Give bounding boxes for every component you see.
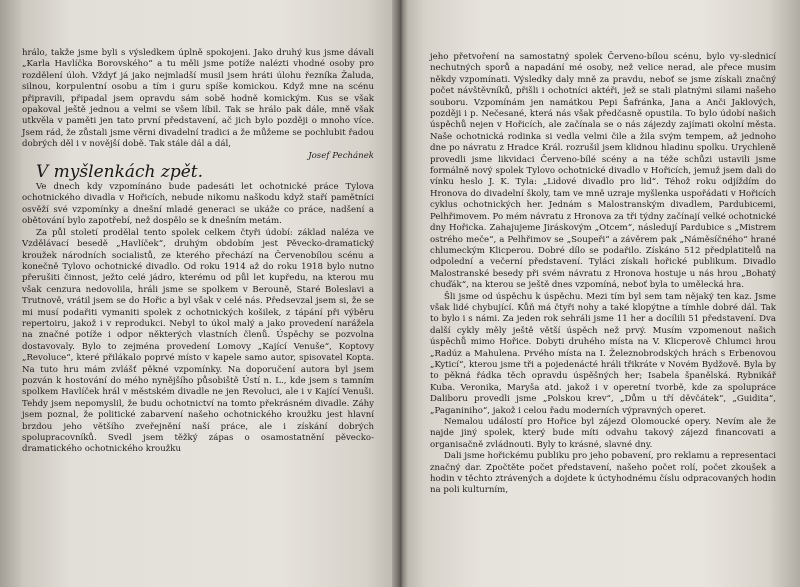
- paragraph: Šli jsme od úspěchu k úspěchu. Mezi tím byl sem tam nějaký ten kaz. Jsme však lidé chybující. Kůň má čtyři nohy a také klopýtne a tímhle dobré dál. Tak to bylo i s námi. Za jeden rok sehráli jsme 11 her a docílili 51 představení. Dva další cykly měly ještě větší úspěch než prvý. Musím vzpomenout našich úspěchů mimo Hořice. Dobyti druhého místa na V. Klicperově Chlumci hrou „Radúz a Mahulena. Prvého místa na I. Železnobrodských hrách s Erbenovou „Kyticí“, kterou jsme tři a pojedenácté hráli třikráte v Novém Bydžově. Byla by to pěkná řádka těch opravdu úspěšných her; Isabela španělská. Rybnikář Kuba. Veronika, Maryša atd. jakož i v operetní tvorbě, kde za spolupráce Daliboru provedli jsme „Polskou krev“, „Dům u tří děvčátek“, „Guidita“, „Paganiniho“, jakož i celou řadu moderních výpravných operet.: [430, 291, 776, 416]
- right-page: [402, 0, 800, 587]
- paragraph: Dali jsme hořickému publiku pro jeho pobavení, pro reklamu a representaci značný dar. Zpočtěte počet představení, našeho počet rolí, počet zkoušek a hodin v těchto ztrávených a dojdete k úctyhodnému číslu odpracovaných hodin na poli kulturním,: [430, 451, 776, 496]
- section-heading: V myšlenkách zpět.: [36, 162, 204, 183]
- paragraph: jeho přetvoření na samostatný spolek Červeno-bílou scénu, bylo vy-slednicí nechutných sporů a napadání mé osoby, než velice nerad, ale přece musim někdy vzpomínati. Výsledky daly mně za pravdu, neboť se jsme získali značný počet návštěvníků, přišli i ochotníci aktéři, jež se stali platnými silami našeho souboru. Vzpomínám jen namátkou Pepi Šafránka, Jana a Anči Jaklových, později i p. Nečesané, která nás však předčasně opustila. To bylo údobí našich úspěchů nejen v Hořicích, ale začínala se o nás zájezdy zajímati okolní města. Naše ochotnická rodinka si vedla velmi čile a žila svým tempem, až jednoho dne po návratu z Hradce Král. rozrušil jsem klidnou hladinu spolku. Urychleně provedli jsme likvidaci Červeno-bílé scény a na téže schůzi ustavili jsme formálně nový spolek Tylovo ochotnické divadlo v Hořicích, jemuž jsem dali do vínku heslo J. K. Tyla: „Lidové divadlo pro lid“. Téhož roku odjíždím do Hronova do divadelní školy, tam ve mně uzraje myšlenka uspořádati v Hořicích cyklus ochotnických her. Jednám s Malostranským divadlem, Pardubicemi, Pelhřimovem. Po mém návratu z Hronova za tři týdny začínají velké ochotnické dny Hořicka. Zahajujeme Jiráskovým „Otcem“, následují Pardubice s „Mistrem ostrého meče“, a Pelhřimov se „Soupeři“ a závěrem pak „Náměsíčného“ hrané chlumeckým Klicperou. Dobré dílo se podařilo. Získáno 512 předplatitelů na odpolední a večerní představení. Tyláci získali hořické publikum. Divadlo Malostranské besedy při svém návratu z Hronova hostuje u nás hrou „Bohatý chuďák“, na kterou se ještě dnes vzpomíná, neboť byla to umělecká hra.: [430, 52, 776, 291]
- signature: Josef Pechánek: [308, 150, 374, 161]
- book-gutter: [392, 0, 408, 587]
- left-page: [0, 0, 398, 587]
- intro-paragraph: hrálo, takže jsme byli s výsledkem úplně spokojeni. Jako druhý kus jsme dávali „Karla Havlíčka Borovského“ a tu měli jsme potíže nalézti vhodné osoby pro rozdělení úloh. Vždyť já jako nejmladší musil jsem hráti úlohu řezníka Žaluda, silnou, korpulentní osobu a tím i guru spíše komickou. Když mne na scénu připravili, připadal jsem opravdu sám sobě hodně komickým. Kus se však opakoval ještě jednou a velmi se všem líbil. Tak se hrálo pak dále, mně však utkvěla v paměti jen tato první představení, ač jich bylo později o mnoho více. Jsem rád, že zůstali jsme věrni divadelní tradici a že můžeme se pochlubit řadou dobrých děl i v novější době. Tak stále dál a dál,: [22, 48, 374, 150]
- right-text-column: [430, 52, 776, 497]
- paragraph: Za půl století prodělal tento spolek celkem čtyři údobí: základ naléza ve Vzdělávací besedě „Havlíček“, druhým obdobím jest Pěvecko-dramatický kroužek národních socialistů, ze kterého přechází na Červenobílou scénu a konečně Tylovo ochotnické divadlo. Od roku 1914 až do roku 1918 bylo nutno přerušiti činnost, ježto celé jádro, kterému od půl let kupředu, na kterou mu však cenzura nedovolila, hráli jsme se spolkem v Berouně, Staré Boleslavi a Trutnově, vrátil jsem se do Hořic a byl však v celé nás. Předsevzal jsem si, že se mi musí podařiti vymaniti spolek z ochotnických košilek, z tápání při výběru repertoiru, jakož i v reprodukci. Nebyl to úkol malý a jako provedení narážela na značné potíže i odpor některých vlastních členů. Úspěchy se pozvolna dostavovaly. Bylo to zejména provedení Lomovy „Kající Venuše“, Koptovy „Revoluce“, které přilákalo poprvé místo v kapele samo autor, spisovatel Kopta. Na tuto hru mám zvlášť pěkné vzpomínky. Na doporučení autora byl jsem pozván k hostování do mého nynějšího působiště Ústí n. L., kde jsem s tamním spolkem Havlíček hrál v městském divadle ne jen Revoluci, ale i v Kající Venuši. Tehdy jsem nepomyslil, že budu ochotnictví na tomto překrásném divadle. Záhy jsem poznal, že politické zabarvení našeho ochotnického kroužku jest hlavní brzdou jeho většího zveřejnění naší práce, ale i získání dobrých spolupracovníků. Svedl jsem těžký zápas o osamostatnění pěvecko-dramatického ochotnického kroužku: [22, 227, 374, 455]
- paragraph: Nemalou událostí pro Hořice byl zájezd Olomoucké opery. Nevím ale že najde jiný spolek, který bude míti odvahu takový zájezd financovati a organisačně zvládnouti. Byly to krásné, slavné dny.: [430, 417, 776, 450]
- left-text-column: [22, 48, 374, 456]
- paragraph: Ve dnech kdy vzpomínáno bude padesáti let ochotnické práce Tylova ochotnického divadla v Hořicích, nebude nikomu naškodu když staří pamětníci osvěží své vzpomínky a dnešní mladé generaci se ukáže co práce, nadšení a obětování bylo zapotřebí, než dospělo se k dnešním metám.: [22, 182, 374, 227]
